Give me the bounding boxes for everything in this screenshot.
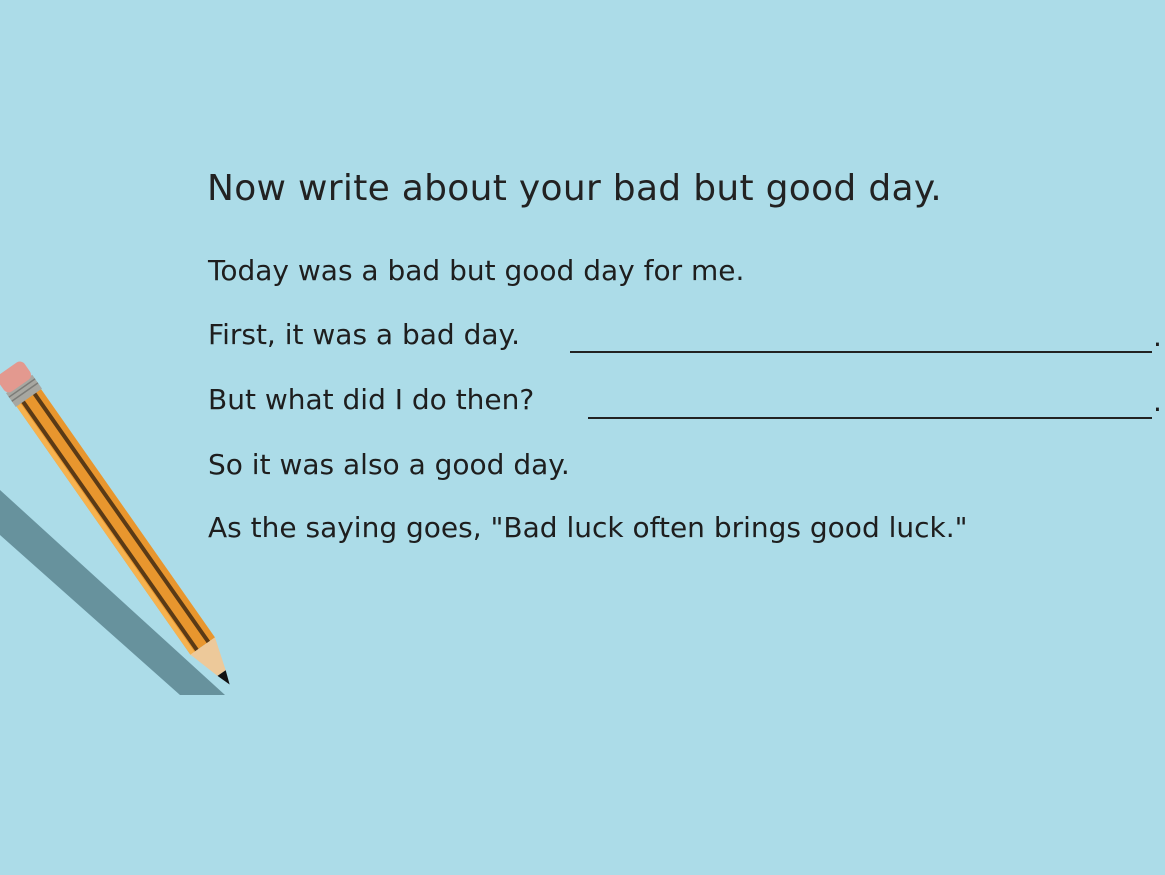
sentence-line: Today was a bad but good day for me.: [208, 254, 745, 287]
blank-period: .: [1153, 320, 1162, 353]
sentence-line: So it was also a good day.: [208, 448, 570, 481]
sentence-line: But what did I do then?: [208, 383, 535, 416]
sentence-line: As the saying goes, "Bad luck often brings good luck.": [208, 511, 968, 544]
fill-in-blank[interactable]: [588, 417, 1152, 419]
fill-in-blank[interactable]: [570, 351, 1152, 353]
page-title: Now write about your bad but good day.: [207, 168, 943, 209]
blank-period: .: [1153, 385, 1162, 418]
sentence-line: First, it was a bad day.: [208, 318, 521, 351]
